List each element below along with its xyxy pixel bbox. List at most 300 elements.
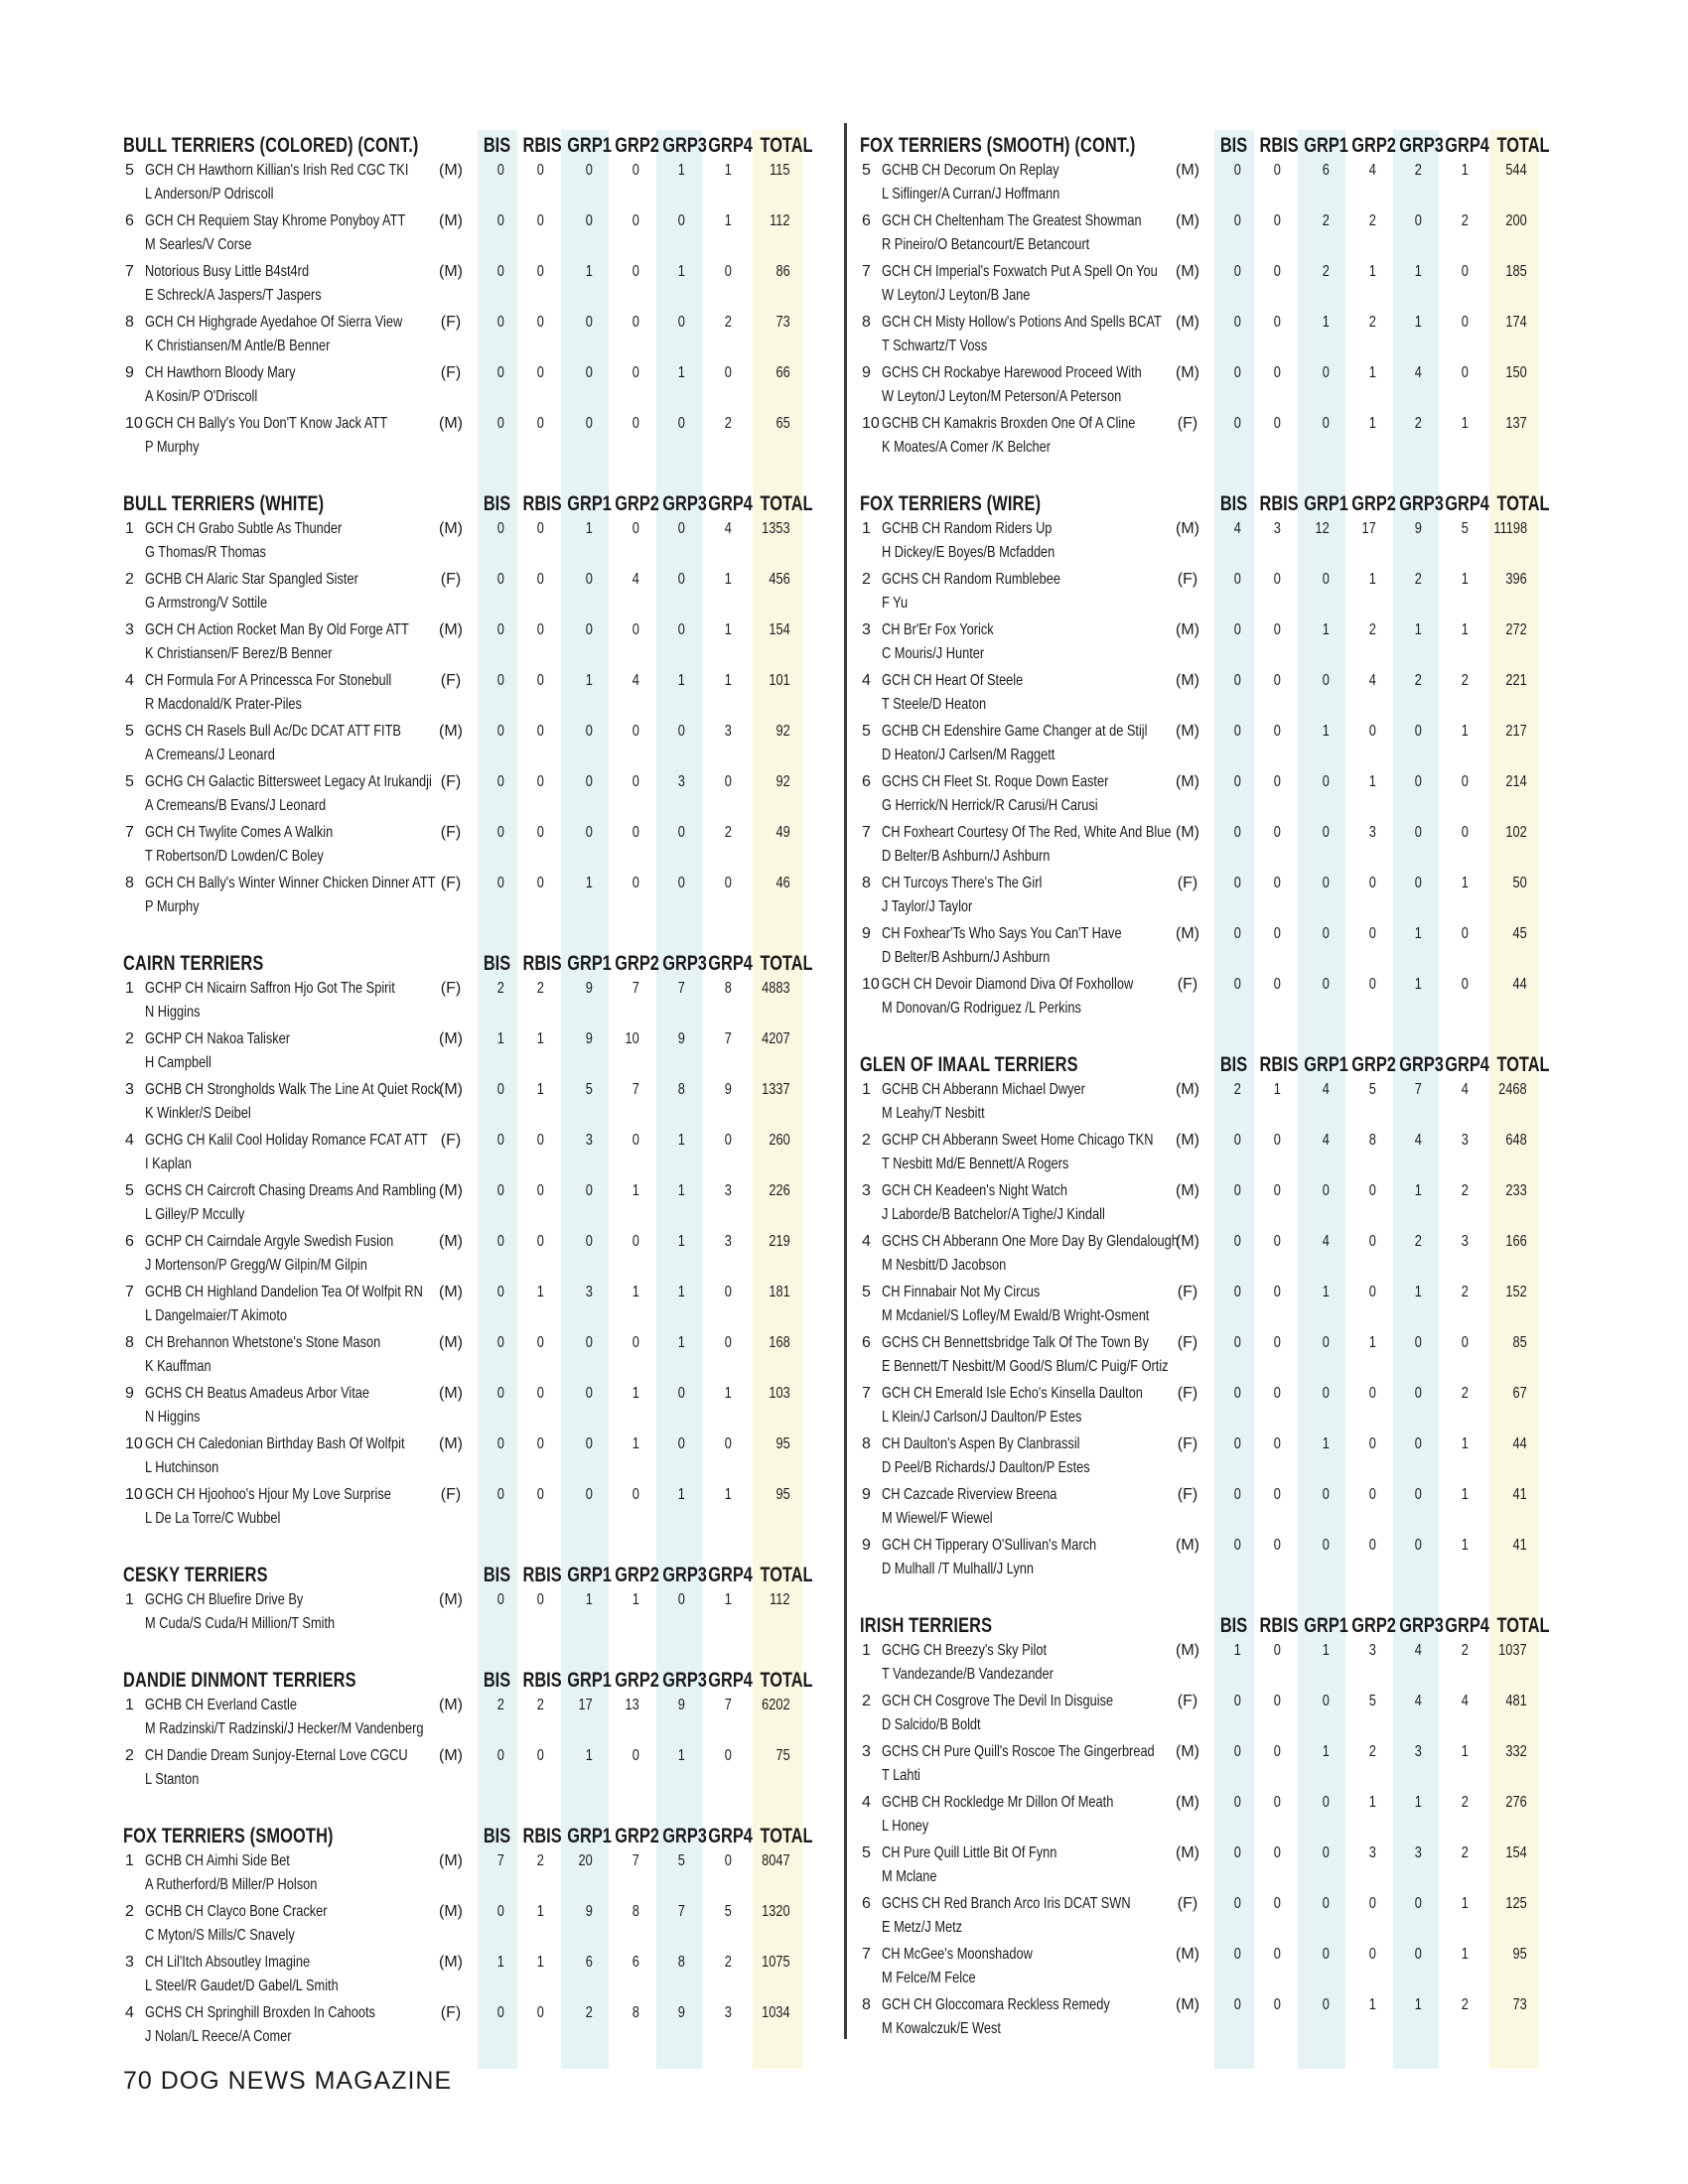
breed-section (860, 130, 1563, 462)
stat-bis: 0 (1233, 263, 1241, 280)
dog-name: Notorious Busy Little B4st4rd (145, 263, 310, 280)
stat-total: 272 (1505, 621, 1527, 638)
ranking-row (123, 567, 826, 617)
sex-marker: (F) (1177, 415, 1198, 432)
dog-name: GCH CH Highgrade Ayedahoe Of Sierra View (145, 314, 403, 331)
owner-names: L Anderson/P Odriscoll (145, 186, 274, 203)
sex-marker: (M) (439, 1954, 463, 1971)
owner-names: M Felce/M Felce (882, 1970, 976, 1986)
ranking-row (860, 567, 1563, 617)
stat-grp1: 0 (585, 415, 593, 432)
stat-grp2: 0 (632, 1233, 639, 1250)
stat-total: 85 (1512, 1334, 1527, 1351)
stat-total: 226 (769, 1182, 790, 1199)
stat-bis: 0 (1233, 1895, 1241, 1912)
rank-number: 4 (862, 1794, 871, 1811)
stat-rbis: 0 (1273, 723, 1281, 740)
stat-total: 8047 (762, 1852, 790, 1869)
dog-name: GCH CH Devoir Diamond Diva Of Foxhollow (882, 976, 1134, 993)
owner-names: D Belter/B Ashburn/J Ashburn (882, 848, 1051, 865)
stat-rbis: 0 (536, 415, 544, 432)
section-header (123, 1821, 826, 1848)
ranking-row (123, 1381, 826, 1432)
ranking-row (860, 1533, 1563, 1583)
sex-marker: (F) (440, 1486, 462, 1503)
dog-name: GCHG CH Kalil Cool Holiday Romance FCAT ATT (145, 1132, 428, 1149)
ranking-row (123, 871, 826, 921)
breed-section (123, 948, 826, 1533)
stat-total: 95 (775, 1435, 790, 1452)
rank-number: 9 (862, 364, 871, 381)
stat-rbis: 0 (1273, 263, 1281, 280)
column-header-rbis: RBIS (522, 134, 562, 157)
stat-total: 75 (775, 1747, 790, 1764)
dog-name: GCHB CH Kamakris Broxden One Of A Cline (882, 415, 1136, 432)
column-header-rbis: RBIS (522, 492, 562, 515)
stat-grp4: 2 (1461, 212, 1469, 229)
column-header-grp2: GRP2 (1351, 134, 1396, 157)
stat-total: 456 (769, 571, 790, 588)
right-column (860, 130, 1563, 2070)
column-header-bis: BIS (1220, 492, 1248, 515)
ranking-row (123, 360, 826, 411)
stat-total: 276 (1505, 1794, 1527, 1811)
stat-rbis: 2 (536, 980, 544, 997)
stat-total: 1034 (762, 2004, 790, 2021)
column-header-grp3: GRP3 (662, 1564, 707, 1586)
rank-number: 5 (862, 162, 871, 179)
stat-rbis: 0 (536, 824, 544, 841)
sex-marker: (M) (439, 723, 463, 740)
dog-name: CH Daulton's Aspen By Clanbrassil (882, 1435, 1080, 1452)
breed-section (123, 1665, 826, 1794)
stat-bis: 0 (1233, 1284, 1241, 1300)
stat-total: 66 (775, 364, 790, 381)
stat-grp2: 7 (632, 980, 639, 997)
stat-bis: 1 (1233, 1642, 1241, 1659)
dog-name: CH Pure Quill Little Bit Of Fynn (882, 1844, 1057, 1861)
ranking-row (860, 1638, 1563, 1689)
stat-total: 544 (1505, 162, 1527, 179)
stat-total: 112 (770, 1591, 790, 1608)
stat-grp3: 0 (1414, 1537, 1422, 1554)
stat-grp2: 4 (1368, 672, 1376, 689)
stat-rbis: 1 (1273, 1081, 1281, 1098)
column-header-rbis: RBIS (1259, 492, 1299, 515)
breed-title: BULL TERRIERS (COLORED) (CONT.) (123, 134, 419, 157)
ranking-row (123, 259, 826, 310)
ranking-row (860, 1229, 1563, 1280)
stat-grp2: 0 (632, 263, 639, 280)
stat-grp4: 0 (1461, 364, 1469, 381)
rank-number: 7 (125, 1284, 134, 1300)
owner-names: K Moates/A Comer /K Belcher (882, 439, 1052, 456)
rank-number: 8 (125, 875, 134, 891)
stat-grp3: 1 (1414, 1794, 1422, 1811)
stat-rbis: 0 (1273, 1284, 1281, 1300)
stat-grp3: 0 (677, 314, 685, 331)
stat-grp1: 9 (585, 1030, 593, 1047)
ranking-row (860, 1992, 1563, 2043)
ranking-row (860, 516, 1563, 567)
owner-names: M Radzinski/T Radzinski/J Hecker/M Vandenberg (145, 1720, 424, 1737)
column-header-bis: BIS (1220, 134, 1248, 157)
rank-number: 9 (862, 1537, 871, 1554)
owner-names: M Kowalczuk/E West (882, 2020, 1001, 2037)
stat-rbis: 1 (536, 1030, 544, 1047)
dog-name: CH Formula For A Princessca For Stonebull (145, 672, 392, 689)
stat-rbis: 0 (1273, 621, 1281, 638)
stat-bis: 0 (496, 824, 504, 841)
column-header-grp4: GRP4 (708, 134, 753, 157)
sex-marker: (M) (1176, 1996, 1199, 2013)
stat-grp4: 5 (1461, 520, 1469, 537)
breed-title: IRISH TERRIERS (860, 1614, 993, 1637)
sex-marker: (M) (1176, 1182, 1199, 1199)
ranking-row (860, 1077, 1563, 1128)
column-header-rbis: RBIS (522, 952, 562, 975)
stat-grp1: 1 (1322, 621, 1330, 638)
stat-total: 95 (775, 1486, 790, 1503)
column-header-rbis: RBIS (522, 1669, 562, 1692)
stat-rbis: 0 (1273, 824, 1281, 841)
stat-grp2: 13 (625, 1697, 639, 1713)
dog-name: GCHS CH Pure Quill's Roscoe The Gingerbread (882, 1743, 1155, 1760)
stat-grp3: 3 (677, 773, 685, 790)
stat-bis: 0 (496, 672, 504, 689)
stat-rbis: 0 (536, 1486, 544, 1503)
column-header-total: TOTAL (1496, 1053, 1550, 1076)
ranking-row (860, 1178, 1563, 1229)
stat-total: 154 (1505, 1844, 1527, 1861)
owner-names: D Salcido/B Boldt (882, 1716, 981, 1733)
stat-total: 92 (775, 723, 790, 740)
rank-number: 9 (862, 1486, 871, 1503)
stat-grp1: 0 (585, 162, 593, 179)
ranking-row (123, 1229, 826, 1280)
owner-names: M Mcdaniel/S Lofley/M Ewald/B Wright-Osment (882, 1307, 1150, 1324)
stat-bis: 0 (1233, 1996, 1241, 2013)
stat-grp3: 0 (1414, 875, 1422, 891)
stat-grp2: 1 (1368, 571, 1376, 588)
ranking-row (860, 719, 1563, 769)
dog-name: GCHS CH Fleet St. Roque Down Easter (882, 773, 1109, 790)
stat-grp3: 3 (1414, 1743, 1422, 1760)
stat-grp4: 0 (1461, 976, 1469, 993)
sex-marker: (M) (1176, 1794, 1199, 1811)
stat-bis: 2 (1233, 1081, 1241, 1098)
stat-grp1: 0 (585, 723, 593, 740)
stat-grp1: 17 (578, 1697, 593, 1713)
stat-grp2: 0 (632, 773, 639, 790)
stat-bis: 0 (496, 875, 504, 891)
owner-names: K Christiansen/F Berez/B Benner (145, 645, 333, 662)
stat-grp2: 10 (625, 1030, 639, 1047)
dog-name: CH Cazcade Riverview Breena (882, 1486, 1057, 1503)
stat-grp2: 4 (1368, 162, 1376, 179)
stat-total: 1320 (762, 1903, 790, 1920)
owner-names: J Laborde/B Batchelor/A Tighe/J Kindall (882, 1206, 1105, 1223)
stat-grp4: 1 (1461, 571, 1469, 588)
stat-total: 102 (1505, 824, 1527, 841)
owner-names: G Thomas/R Thomas (145, 544, 266, 561)
stat-grp4: 1 (724, 1591, 732, 1608)
stat-grp2: 0 (1368, 925, 1376, 942)
stat-grp4: 3 (1461, 1132, 1469, 1149)
stat-grp1: 1 (585, 875, 593, 891)
stat-bis: 0 (1233, 1233, 1241, 1250)
stat-grp1: 0 (585, 1182, 593, 1199)
stat-rbis: 0 (536, 1182, 544, 1199)
stat-bis: 0 (496, 1081, 504, 1098)
stat-rbis: 0 (536, 162, 544, 179)
stat-grp2: 0 (1368, 1537, 1376, 1554)
stat-grp1: 1 (585, 263, 593, 280)
stat-rbis: 0 (536, 621, 544, 638)
stat-bis: 0 (1233, 723, 1241, 740)
column-header-total: TOTAL (760, 492, 813, 515)
owner-names: I Kaplan (145, 1156, 192, 1172)
stat-grp4: 5 (724, 1903, 732, 1920)
stat-total: 150 (1505, 364, 1527, 381)
ranking-row (123, 1899, 826, 1950)
column-header-grp4: GRP4 (1445, 1053, 1489, 1076)
stat-grp3: 0 (1414, 824, 1422, 841)
stat-total: 219 (769, 1233, 790, 1250)
stat-total: 217 (1505, 723, 1527, 740)
dog-name: GCHP CH Nicairn Saffron Hjo Got The Spirit (145, 980, 395, 997)
sex-marker: (M) (1176, 621, 1199, 638)
stat-grp3: 0 (1414, 1435, 1422, 1452)
stat-grp1: 1 (1322, 1435, 1330, 1452)
sex-marker: (M) (1176, 1537, 1199, 1554)
stat-grp1: 0 (585, 1233, 593, 1250)
stat-bis: 0 (496, 364, 504, 381)
stat-grp2: 1 (1368, 415, 1376, 432)
rank-number: 6 (862, 1334, 871, 1351)
rank-number: 5 (862, 1284, 871, 1300)
column-header-grp3: GRP3 (662, 1825, 707, 1847)
ranking-row (123, 769, 826, 820)
ranking-row (860, 820, 1563, 871)
owner-names: L Hutchinson (145, 1459, 219, 1476)
stat-total: 45 (1512, 925, 1527, 942)
stat-rbis: 0 (1273, 1895, 1281, 1912)
dog-name: GCHS CH Bennettsbridge Talk Of The Town By (882, 1334, 1149, 1351)
stat-grp1: 0 (1322, 875, 1330, 891)
owner-names: E Schreck/A Jaspers/T Jaspers (145, 287, 322, 304)
rank-number: 8 (862, 1996, 871, 2013)
stat-grp1: 9 (585, 980, 593, 997)
section-header (123, 1560, 826, 1587)
ranking-row (860, 158, 1563, 208)
ranking-row (860, 1689, 1563, 1739)
rank-number: 1 (125, 520, 134, 537)
stat-grp1: 0 (585, 1486, 593, 1503)
dog-name: GCHS CH Beatus Amadeus Arbor Vitae (145, 1385, 370, 1402)
owner-names: M Nesbitt/D Jacobson (882, 1257, 1007, 1274)
owner-names: P Murphy (145, 898, 200, 915)
column-header-grp3: GRP3 (662, 492, 707, 515)
owner-names: A Cremeans/B Evans/J Leonard (145, 797, 327, 814)
sex-marker: (M) (439, 1334, 463, 1351)
owner-names: A Cremeans/J Leonard (145, 747, 275, 763)
stat-total: 125 (1505, 1895, 1527, 1912)
stat-rbis: 1 (536, 1954, 544, 1971)
rank-number: 2 (125, 1747, 134, 1764)
stat-grp4: 1 (724, 1486, 732, 1503)
stat-bis: 0 (496, 263, 504, 280)
stat-grp1: 1 (585, 1591, 593, 1608)
owner-names: T Vandezande/B Vandezander (882, 1666, 1054, 1683)
stat-total: 332 (1505, 1743, 1527, 1760)
ranking-row (860, 208, 1563, 259)
owner-names: M Mclane (882, 1868, 937, 1885)
stat-grp1: 0 (585, 621, 593, 638)
breed-title: BULL TERRIERS (WHITE) (123, 492, 325, 515)
stat-bis: 0 (496, 1903, 504, 1920)
stat-grp2: 1 (1368, 1794, 1376, 1811)
ranking-row (860, 1330, 1563, 1381)
stat-grp1: 1 (585, 1747, 593, 1764)
column-header-total: TOTAL (760, 1825, 813, 1847)
column-header-grp3: GRP3 (662, 952, 707, 975)
owner-names: M Searles/V Corse (145, 236, 252, 253)
breed-title: CESKY TERRIERS (123, 1564, 268, 1586)
sex-marker: (F) (440, 875, 462, 891)
owner-names: N Higgins (145, 1004, 201, 1021)
owner-names: T Robertson/D Lowden/C Boley (145, 848, 324, 865)
stat-grp2: 0 (1368, 1385, 1376, 1402)
stat-rbis: 1 (536, 1081, 544, 1098)
breed-title: FOX TERRIERS (WIRE) (860, 492, 1042, 515)
dog-name: GCH CH Cheltenham The Greatest Showman (882, 212, 1142, 229)
stat-grp4: 0 (724, 1334, 732, 1351)
stat-grp3: 8 (677, 1954, 685, 1971)
rank-number: 6 (862, 212, 871, 229)
stat-bis: 1 (496, 1030, 504, 1047)
owner-names: T Schwartz/T Voss (882, 338, 988, 354)
owner-names: M Donovan/G Rodriguez /L Perkins (882, 1000, 1081, 1017)
page-footer: 70 DOG NEWS MAGAZINE (123, 2067, 453, 2095)
stat-grp3: 1 (677, 1334, 685, 1351)
stat-grp3: 0 (677, 621, 685, 638)
owner-names: F Yu (882, 595, 909, 612)
stat-bis: 0 (1233, 162, 1241, 179)
stat-grp2: 0 (1368, 1284, 1376, 1300)
stat-total: 50 (1512, 875, 1527, 891)
owner-names: G Herrick/N Herrick/R Carusi/H Carusi (882, 797, 1098, 814)
stat-grp3: 0 (1414, 1486, 1422, 1503)
stat-bis: 0 (1233, 1435, 1241, 1452)
stat-bis: 0 (1233, 571, 1241, 588)
column-header-grp1: GRP1 (567, 1825, 612, 1847)
dog-name: GCH CH Misty Hollow's Potions And Spells BCAT (882, 314, 1162, 331)
stat-grp3: 0 (677, 723, 685, 740)
stat-rbis: 0 (1273, 976, 1281, 993)
rank-number: 10 (862, 415, 880, 432)
stat-grp3: 1 (677, 364, 685, 381)
section-header (123, 130, 826, 158)
stat-rbis: 0 (536, 1233, 544, 1250)
breed-section (123, 488, 826, 921)
stat-grp3: 9 (677, 1030, 685, 1047)
dog-name: GCHB CH Rockledge Mr Dillon Of Meath (882, 1794, 1114, 1811)
stat-grp3: 1 (1414, 621, 1422, 638)
rank-number: 2 (862, 571, 871, 588)
rank-number: 2 (862, 1693, 871, 1709)
column-header-grp1: GRP1 (1304, 1614, 1348, 1637)
stat-rbis: 0 (1273, 1334, 1281, 1351)
column-header-grp4: GRP4 (708, 952, 753, 975)
stat-rbis: 0 (1273, 1743, 1281, 1760)
column-header-grp4: GRP4 (1445, 492, 1489, 515)
rank-number: 2 (125, 1903, 134, 1920)
dog-name: GCH CH Hawthorn Killian's Irish Red CGC TKI (145, 162, 409, 179)
stat-grp4: 7 (724, 1030, 732, 1047)
dog-name: GCHB CH Everland Castle (145, 1697, 297, 1713)
column-header-grp1: GRP1 (567, 492, 612, 515)
section-header (123, 488, 826, 516)
rank-number: 7 (862, 263, 871, 280)
rank-number: 6 (125, 212, 134, 229)
stat-grp1: 0 (1322, 1946, 1330, 1963)
rank-number: 10 (125, 415, 143, 432)
rank-number: 3 (125, 621, 134, 638)
stat-total: 103 (769, 1385, 790, 1402)
stat-grp2: 4 (632, 571, 639, 588)
stat-bis: 0 (1233, 824, 1241, 841)
rank-number: 1 (125, 1591, 134, 1608)
column-header-bis: BIS (484, 492, 511, 515)
stat-grp2: 1 (632, 1591, 639, 1608)
stat-grp1: 3 (585, 1284, 593, 1300)
dog-name: GCHS CH Abberann One More Day By Glendalough (882, 1233, 1179, 1250)
ranking-row (860, 1739, 1563, 1790)
dog-name: CH Brehannon Whetstone's Stone Mason (145, 1334, 381, 1351)
stat-grp1: 4 (1322, 1081, 1330, 1098)
stat-grp2: 8 (1368, 1132, 1376, 1149)
stat-grp1: 0 (1322, 1537, 1330, 1554)
column-header-bis: BIS (484, 1564, 511, 1586)
stat-total: 4207 (762, 1030, 790, 1047)
stat-grp3: 0 (677, 1591, 685, 1608)
stat-grp3: 1 (1414, 976, 1422, 993)
stat-rbis: 0 (1273, 1996, 1281, 2013)
stat-total: 101 (769, 672, 790, 689)
stat-grp3: 1 (677, 162, 685, 179)
stat-grp1: 1 (585, 520, 593, 537)
sex-marker: (F) (1177, 571, 1198, 588)
stat-total: 1075 (762, 1954, 790, 1971)
stat-bis: 0 (1233, 1537, 1241, 1554)
stat-grp3: 0 (1414, 1946, 1422, 1963)
ranking-row (123, 208, 826, 259)
rank-number: 3 (125, 1954, 134, 1971)
column-header-rbis: RBIS (1259, 1053, 1299, 1076)
sex-marker: (F) (440, 773, 462, 790)
stat-grp4: 0 (724, 263, 732, 280)
ranking-row (123, 1077, 826, 1128)
stat-rbis: 0 (1273, 1693, 1281, 1709)
stat-grp1: 0 (585, 364, 593, 381)
stat-grp2: 3 (1368, 1844, 1376, 1861)
dog-name: GCHP CH Nakoa Talisker (145, 1030, 291, 1047)
owner-names: L De La Torre/C Wubbel (145, 1510, 281, 1527)
column-header-grp4: GRP4 (708, 1825, 753, 1847)
stat-rbis: 0 (536, 364, 544, 381)
stat-total: 112 (770, 212, 790, 229)
